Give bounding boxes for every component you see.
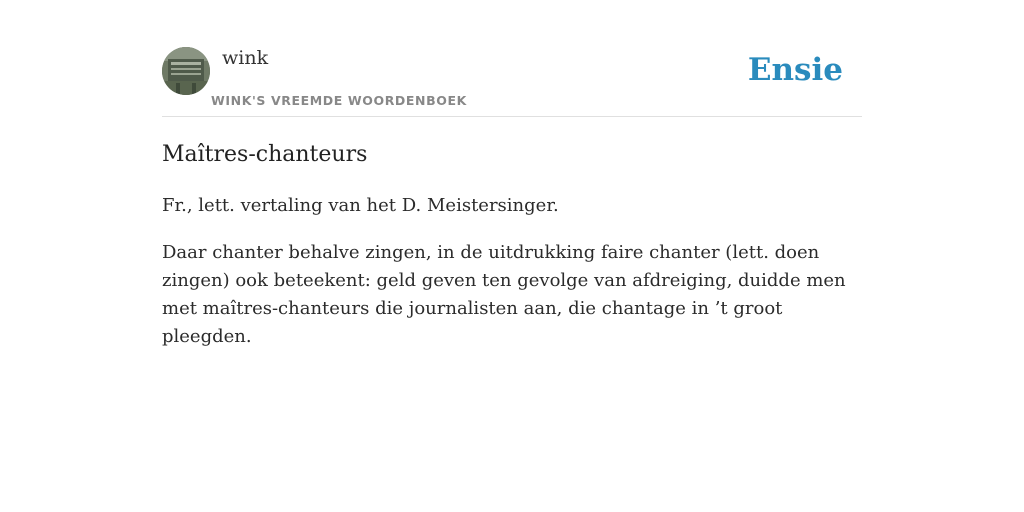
dictionary-name[interactable]: WINK'S VREEMDE WOORDENBOEK <box>211 93 467 108</box>
entry-paragraph: Fr., lett. vertaling van het D. Meistersinger. <box>162 195 559 216</box>
entry-title: Maîtres-chanteurs <box>162 142 368 167</box>
entry-paragraph: Daar chanter behalve zingen, in de uitdrukking faire chanter (lett. doen zingen) ook beteekent: geld geven ten gevolge van afdreiging, duidde men met maîtres-chanteurs die journalisten aan, die chantage in ’t groot pleegden. <box>162 242 846 347</box>
entry-header <box>162 46 862 117</box>
brand-logo[interactable]: Ensie <box>747 52 843 88</box>
entry-content <box>162 192 862 370</box>
author-name[interactable]: wink <box>222 47 269 69</box>
author-avatar[interactable] <box>162 47 210 95</box>
